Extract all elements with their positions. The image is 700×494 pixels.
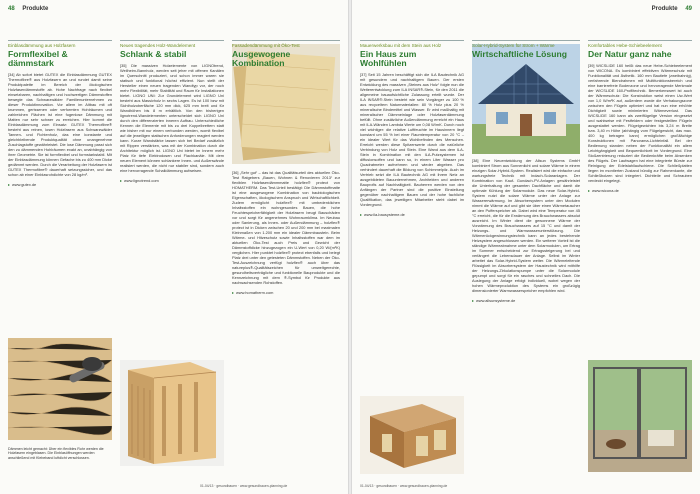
article-gutex [8,40,112,187]
section-title: Produkte [22,6,49,12]
article-title: Ausgewogene Kombination [232,49,291,69]
article-body: [35] Die massiven Holzelemente von LIGNOtrend, Weilheim-Bannholz, werden seit jeher mit offenen Kanälen im Querschnitt produziert, und schon immer waren sie statisch und funktional höchst effizient. Nun stellt der Hersteller einen neuen tragenden Wandtyp vor, der noch mehr Flexibilität, mehr Stabilität und Raum für Installationen bietet. LIGNO UNI: Zur Grundelement wird LIGNO Uni besteht aus Massivholz in sechs Lagen. Es ist 100 bzw mit Sichtholzoberfläche 120 mm dick, 625 mm breit und für Wandhöhen bis 8 m erhältlich. Von den bisherigen lignotrend-Wandelementen unterscheidet sich LIGNO Uni durch den differenzierten inneren Aufbau. Unterschiedliche Kennen die Elemente mit bis zu drei Koppelbrettern statt wie bisher mit nur einem verbunden werden, womit flexibel auf die jeweiligen statischen Anforderungen reagiert werden kann. Kurze Wandstärke lassen sich bei Bedarf zusätzlich mit Rippen verstärken, was mit der Kombination durch die Architektur möglich ist. LIGNO Uni bietet im Innern mehr Platz für tiefe Elektrodosen und Flachkanäle. Mit dem neuen Element können schlankere Innen- und Außenwände realisiert werden, die nicht nur stabiler sind, sondern auch eine hervorragende Schalldämmung aufweisen. [120,63,224,174]
arrow-icon: ▸ [120,178,122,184]
sliding-door-illustration [588,360,692,472]
article-allsun-body [472,158,580,303]
wood-wall-illustration [120,360,224,466]
article-link[interactable]: ▸ www.ila-bausysteme.de [360,212,405,218]
article-link[interactable]: ▸ www.wicona.de [588,188,619,194]
article-title: Der Natur ganz nahe [588,49,672,59]
article-body: [38] Eine Neuentwicklung der Allsun Systems GmbH kombiniert Strom aus Sonnenlicht und solare Wärme in einem einzigen Solar-Hybrid-System. Realisiert wird die einfache und wartungsfreie Technik mit Indach-Solaranlagen. Der Kombination von Kauf- Gundach-PV-Anlagen gewährleistet die Unterhaltung der gesamten Dachfläche und damit die optimale Kühlung der Solarmodule. Das neue Solar-Hybrid-System nutzt die solare Wärme unter der Anlage zur Wassererwärmung. Im Absorbersystem unter den Modulen nimmt die Wärme auf und gibt sie über einen Wärmetauscher an den Pufferspeicher ab. Dabei wird eine Temperatur von 45 °C erreicht, die für die Erwärmung des Brauchwassers absolut ausreicht. Im Winter dient die gewonnene Wärme der Vorwärmung des Brauchwassers auf 15 °C und damit der Heizungs- und Warmwasserunterstützung. Die Wärmerückgewinnungstechnik kann an jedes bestehende Heizsystem angeschlossen werden. Ein weiterer Vorteil ist die ständige Wärmeabnahme unter dem Solarmodulen, um Ertrag im Sommer entscheidend zur Ertragssteigerung bei und verlängert die Lebensdauer der Anlage. Selbst im Winter arbeitet das Solar-Hybrid-System weiter. Die Wärmeleitende Flüssigkeit im Absorbersystem der Haustechnik wird mithilfe der Heizungs-Zirkulationspumpe unter die Solarmodule gepumpt und sorgt für ein rasches und schnelles Dach. Die Auslegung der Anlage erfolgt individuell, wobei wegen der hohen Wärmeproduktion des Systems ein großzügig dimensionierter Warmwasserspeicher empfohlen wird. [472,158,580,293]
article-title: Wirtschaftliche Lösung [472,49,567,59]
article-homatherm-text [232,40,340,72]
article-body: [36] „Sehr gut“ – das ist das Qualitätsurteil des aktuellen Öko-Test Ratgebers „Bauen, Wohnen & Renovieren 2013“ zur flexiblen Holzfaserdämmmatte holzflex® protect von HOMATHERM. Das Test-Urteil bestätigt: Die Dämmstoffmatte ist eine ausgewogene Kombination von baubiologischen Eigenschaften, ökologischem Anspruch und Wirtschaftlichkeit. Zudem ermöglicht holzflex® mit umbedenklichen Inhaltsstoffen ein wohngesundes Bauen, die hohe Feuchtespeicherfähigkeit der Holzfasern beugt Bauschäden vor und sorgt für angenehmes Wohnraumklima. Im Neubau oder Sanierung, als Innen- oder Außendämmung – holzflex® protect ist in Dicken zwischen 20 und 200 mm bei maximalen Kleinmaßen von 1.200 mm ein idealer Dämmbaustein. Beim Wärme- und Hitzeschutz sowie Inhaltsstoffen war dem im aktuellen Öko-Test auch Preis und Gewicht der Dämmstoffdicke hinzugezogen ein U-Wert von 0,20 W/(m²K) verglichen. Hier punktet holzflex® protect ebenfalls und belegt Platz drei unter den getesteten Dämmstoffen. Neben der Öko-Test-Auszeichnung verfügt holzflex® auch über das natureplus®-Qualitätszeichen für umweltgerechte, gesundheitsverträgliche und funktionelle Bauprodukte und die Kennzeichnung mit dem ®-Symbol für Produkte aus nachwachsenden Rohstoffen. [232,170,340,285]
insulation-photo [8,338,112,440]
page-footer: 01-04/13 · gesundbauen · www.gesundbauen-planning.de [360,484,448,488]
arrow-icon: ▸ [232,290,234,295]
arrow-icon: ▸ [472,298,474,303]
article-link[interactable]: ▸ www.lignotrend.com [120,178,159,184]
left-page [0,0,348,494]
article-ila [360,40,464,217]
article-body: [34] Ab sofort bietet GUTEX die Einblasdämmung GUTEX Thermofibre® aus Holzfasern an und rundet damit seine Produktpalette im Bereich der ökologischen Holzfaserdämmstoffe ab. Hohe Nachfrage nach flexibel einsetzbaren, nachhaltigen und hochwertigen Dämmstoffen bewegte das Schwarzwälder Familienunternehmen zu dieser Produktinnovation. Vor allem im Altbau mit oft krummen, gerissenen oder verformten Hohlräumen und zahlreichen Flächen ist eine fugenlose Dämmung mit Matten nur sehr schwer zu erreichen. Hier kommt die Einblasdämmung zum Einsatz: GUTEX Thermofibre® besteht aus reinen, losen Holzfasern aus Schwarzwälder Tannen- und Fichtenholz, das eine konstante und gleichbleibende Produktqualität ohne unangenehme Zuschlagstoffe gewährleistet. Die lose Dämmung passt sich den zu dämmenden Hohlräumen exakt an, unabhängig von ihrer Geometrie. Sie ist formflexibel und formstarkstabil. Mit der Einblasdämmung können Gefache bis zu 400 mm Dicke gedämmt werden. Durch die Verarbeitung der Holzfasern ist GUTEX Thermofibre® dauerhaft setzungssicher, und das schon ab einer Einblasrohdichte von 28 kg/m³. [8,72,112,178]
article-category: Komfortables Hebe-Schiebeelement [588,40,692,48]
article-title: Ein Haus zum Wohlfühlen [360,49,417,69]
arrow-icon: ▸ [588,188,590,194]
page-number: 48 [8,6,15,12]
left-page-header [8,6,48,12]
page-footer: 01-04/13 · gesundbauen · www.gesundbauen-planning.de [200,484,288,488]
article-body: [39] WICSLIDE 160 heißt das neue Hebe-Schiebeelement von WICONA. Es kombiniert effektiven Wärmeschutz mit Funktionalität und Ästhetik. 160 mm Bautiefe (zweibahnig), verfahrende Blendrahmen mit Multifunktionsbereich und eine barrierefreie Bodenzone und hervorragende Merkmale der WICSLIDE 160-Profiltechnik. Bemerkenswert ist auch der Wärmeschutz: Die Konstruktion weist einen Uw-Wert von 1,0 W/m²K auf, außerdem wurde die Verhakungszone zwischen den Flügeln optimiert und hat nun eine erhöhte Dichtigkeit sowie minimierten Wärmeverlust. Das WICSLIDE 160 kann als zweiflügelige Version eingesetzt und wahlweise mit Festfeldern oder festgestellten Flügeln ausgestattet werden. Flügelgewichten bis 3,24 m Breite bzw. 3,40 m Höhe (abhängig vom Flügelgewicht, das max. 400 kg betragen kann) ermöglichen großflächige Konstruktionen mit Panorama-Lichteinfall. Bei der Bedienung standen neben der Funktionalität ein allem Leichtgängigkeit und Bequemlichkeit im Vordergrund. Eine Stoßzentrierung reduziert die Bedienkräfte beim Absenken des Flügels. Der Laufwagen hat eine integrierte Bürste zur Reinigung der Edelstahllaufschiene. Die Schließplatten liegen im montierten Zustand bündig zur Rahmenkante, die Schließbolzen sind integriert. Dichtteile und Schrauben verdeckt eingelegt. [588,63,692,184]
article-link[interactable]: ▸ www.homatherm.com [232,290,274,295]
article-category: Mauerwerksbau mit dem Stein aus Holz [360,40,464,48]
article-category: Solar-Hybrid-System für Strom + Wärme [472,40,580,48]
article-link[interactable]: ▸ www.allsunsysteme.de [472,298,516,303]
article-lignotrend [120,40,224,183]
wall-element-photo [120,360,224,466]
image-caption: Dämmen leicht gemacht: Über ein flexibles Rohr werden die Holzfasern eingeblasen. Die Einblasöffnungen werden anschließend mit Klebeband luftdicht verschlossen. [8,447,104,460]
arrow-icon: ▸ [8,182,10,188]
fiber-texture-illustration [8,338,112,440]
article-allsun [472,40,580,63]
article-link[interactable]: ▸ www.gutex.de [8,182,37,188]
article-body: [37] Seit 15 Jahren beschäftigt sich die ILA Bautechnik AG mit gesundem und nachhaltigem Bauen. Der ersten Entwicklung des massiven „Steines aus Holz“ folgte nun die Weiterentwicklung zum ILA INSAR®-Stein, für den 2011 die allgemeine bauaufsichtliche Zulassung erteilt wurde. Der ILA INSAR®-Stein besteht wie sein Vorgänger zu 100 % aus recyceltem Naturmaterialien: 80 % Holz plus 20 % mineralische Bindemittel und Wasser. Er wird maßhaltig mit mineralischer Dämmeinlage oder Holzfaserdämmung befüllt. Ohne zusätzliche Außendämmung erreicht ein Haus mit ILA-Wänden Lambda Werte um 0,08 W/mK. Durch noch viel wichtiger: die relative Luftfeuchte im Hausinnern liegt konstant um 55 % bei einer Raumtemperatur von 20 °C – ein idealer Wert für das Wohlbefinden des Menschen. Erreicht werden diese Spitzenwerte durch die natürliche Verbindung von Holz und Stein. Eine Wand aus dem ILA-Stein in Kombination mit den ILA-Putzsystemen ist diffusionsoffen und kann so, in einem Liter Wasser pro Quadratmeter aufnehmen und wieder abgeben. Das verhindert dauerhaft die Bildung von Schimmelpilz. Auch im Vertrieb setzt die ILA Bautechnik AG mit ihrem Netz an ausgebildeten Bauunternehmen, Architekten und anderen Bauprofis auf Nachhaltigkeit. Bauherren werden von den Anfängen der Partner sind die positive Einstellung gegenüber nachhaltigem Bauen und der hohe fachliche Qualifikation, das jeweiligen Mitarbeiter steht dabei im Vordergrund. [360,72,464,208]
wood-block-photo [360,396,464,474]
sliding-door-photo [588,360,692,472]
section-title: Produkte [651,6,678,12]
right-page-header [652,6,692,12]
article-title: Formflexibel & dämmstark [8,49,68,69]
article-category: Einblasdämmung aus Holzfasern [8,40,112,48]
arrow-icon: ▸ [360,212,362,218]
page-number: 49 [685,6,692,12]
wood-block-illustration [360,396,464,474]
article-title: Schlank & stabil [120,49,187,59]
right-page [352,0,700,494]
article-wicona [588,40,692,193]
article-homatherm-body [232,170,340,295]
article-category: Neues tragendes Holz-Wandelement [120,40,224,48]
article-category: Fassadendämmung mit Öko-Test [232,40,340,48]
